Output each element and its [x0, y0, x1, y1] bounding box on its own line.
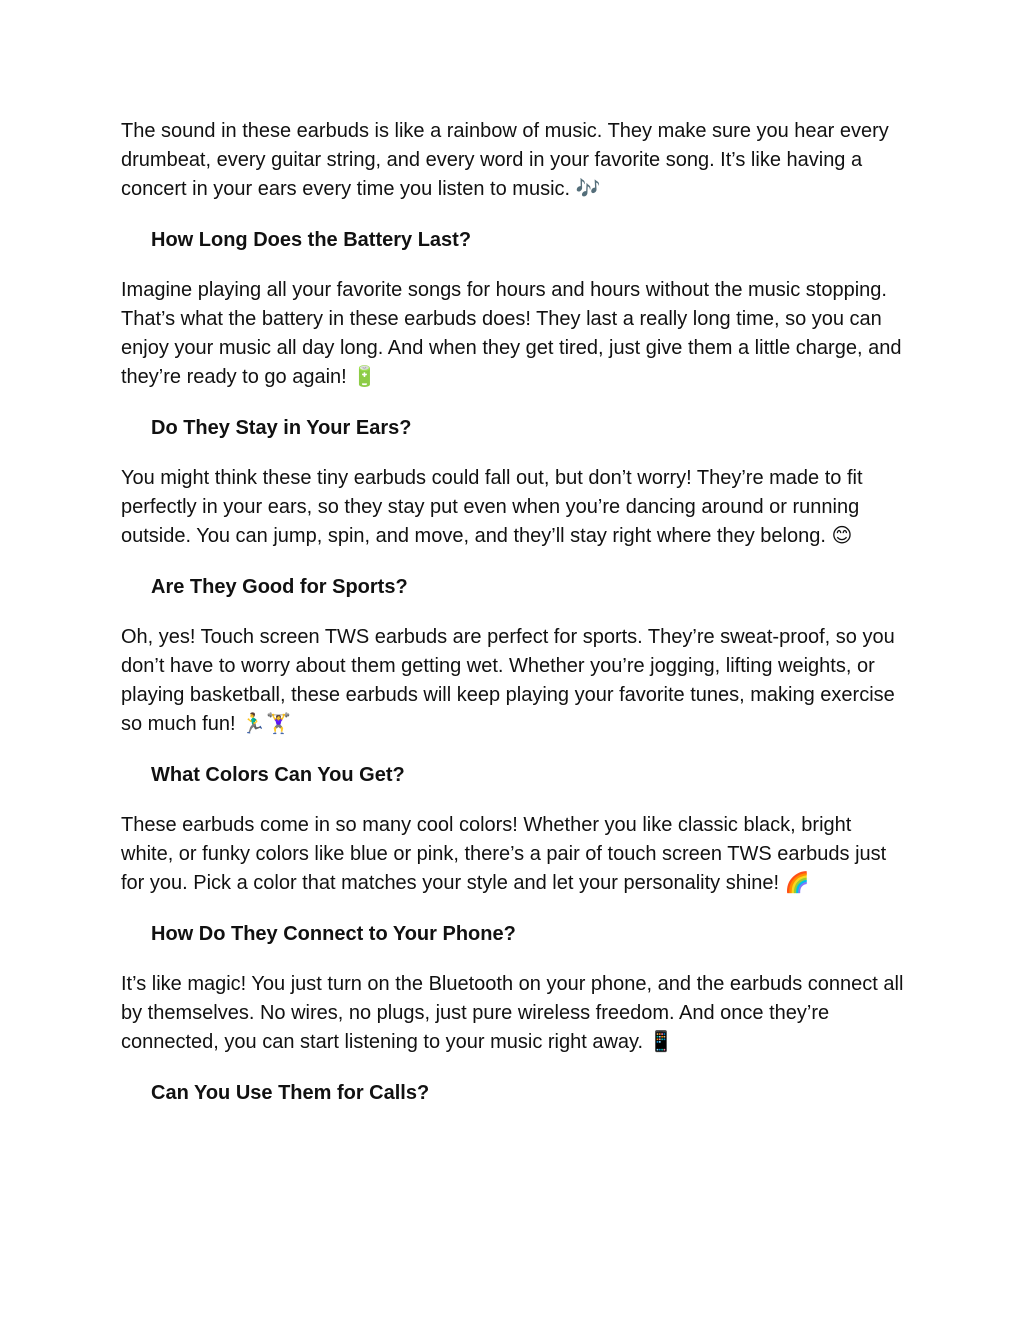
heading-connect: How Do They Connect to Your Phone?	[151, 923, 516, 945]
intro-paragraph: The sound in these earbuds is like a rainbow of music. They make sure you hear every drumbeat, every guitar string, and every word in your favorite song. It’s like having a concert in your ears every time you listen to music. 🎶	[121, 120, 895, 200]
heading-sports: Are They Good for Sports?	[151, 576, 408, 598]
paragraph-connect: It’s like magic! You just turn on the Bluetooth on your phone, and the earbuds connect all by themselves. No wires, no plugs, just pure wireless freedom. And once they’re connected, you can start listening to your music right away. 📱	[121, 973, 909, 1053]
heading-battery: How Long Does the Battery Last?	[151, 229, 472, 251]
paragraph-fit: You might think these tiny earbuds could fall out, but don’t worry! They’re made to fit perfectly in your ears, so they stay put even when you’re dancing around or running outside. You can jump, spin, and move, and they’ll stay right where they belong. 😊	[121, 467, 869, 547]
document-page	[121, 117, 909, 1108]
heading-calls: Can You Use Them for Calls?	[151, 1082, 430, 1104]
heading-colors: What Colors Can You Get?	[151, 764, 405, 786]
paragraph-battery: Imagine playing all your favorite songs for hours and hours without the music stopping. That’s what the battery in these earbuds does! They last a really long time, so you can enjoy your music all day long. And when they get tired, just give them a little charge, and they’re ready to go again! 🔋	[121, 279, 908, 388]
heading-fit: Do They Stay in Your Ears?	[151, 417, 412, 439]
paragraph-colors: These earbuds come in so many cool colors! Whether you like classic black, bright white, or funky colors like blue or pink, there’s a pair of touch screen TWS earbuds just for you. Pick a color that matches your style and let your personality shine! 🌈	[121, 814, 892, 894]
paragraph-sports: Oh, yes! Touch screen TWS earbuds are perfect for sports. They’re sweat-proof, so you don’t have to worry about them getting wet. Whether you’re jogging, lifting weights, or playing basketball, these earbuds will keep playing your favorite tunes, making exercise so much fun! 🏃‍♂️🏋️‍♀️	[121, 626, 901, 735]
